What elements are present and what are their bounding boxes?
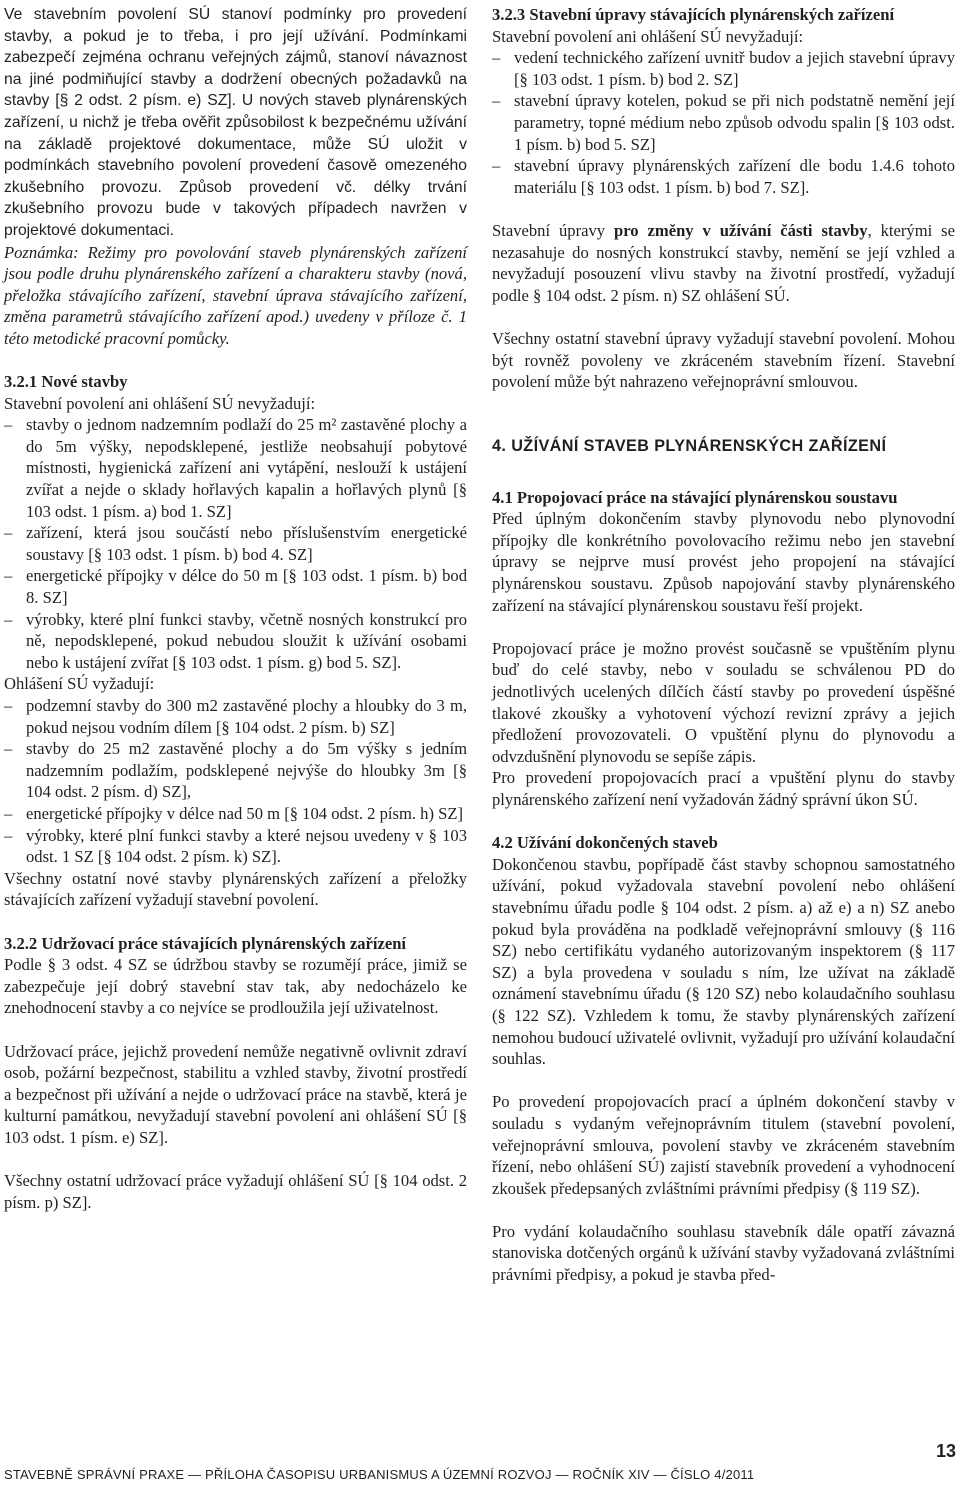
heading-4-1: 4.1 Propojovací práce na stávající plynárenskou soustavu (492, 487, 898, 507)
heading-3-2-3: 3.2.3 Stavební úpravy stávajících plynárenských zařízení (492, 5, 895, 24)
list-item: – podzemní stavby do 300 m2 zastavěné plochy a hloubky do 3 m, pokud nejsou vodním dílem [§ 104 odst. 2 písm. b) SZ] (4, 695, 467, 738)
list-item: – energetické přípojky v délce do 50 m [§ 103 odst. 1 písm. b) bod 8. SZ] (4, 565, 467, 608)
heading-3-2-1-lead: Stavební povolení ani ohlášení SÚ nevyžadují: (4, 393, 316, 413)
list-item: – stavební úpravy plynárenských zařízení dle bodu 1.4.6 tohoto materiálu [§ 103 odst. 1 písm. b) bod 7. SZ]. (492, 155, 955, 198)
heading-4: 4. UŽÍVÁNÍ STAVEB PLYNÁRENSKÝCH ZAŘÍZENÍ (492, 436, 887, 455)
paragraph: Pro provedení propojovacích prací a vpuštění plynu do stavby plynárenského zařízení není vyžadován žádný správní úkon SÚ. (492, 768, 955, 809)
paragraph: Po provedení propojovacích prací a úplném dokončení stavby v souladu s vydaným veřejnoprávním titulem (stavební povolení, veřejnoprávní smlouva, povolení stavby ve zkráceném stavebním řízení, nebo ohlášení SÚ) zajistí stavebník provedení a vyhodnocení zkoušek předepsaných zvláštními právními předpisy (§ 119 SZ). (492, 1092, 955, 1198)
paragraph: Propojovací práce je možno provést současně se vpuštěním plynu buď do celé stavby, nebo v souladu se schválenou PD do jednotlivých ucelených dílčích částí stavby po provedení úspěšné tlakové zkoušky a vyhotovení výchozí revizní zprávy a jejich předložení provozovateli. O vpuštění plynu do plynovodu a odvzdušnění plynovodu se sepíše zápis. (492, 638, 955, 766)
paragraph: Udržovací práce, jejichž provedení nemůže negativně ovlivnit zdraví osob, požární bezpečnost, stabilitu a vzhled stavby, životní prostředí a bezpečnost při užívání a nejde o udržovací práce na stavbě, která je kulturní památkou, nevyžadují stavební povolení ani ohlášení SÚ [§ 103 odst. 1 písm. e) SZ]. (4, 1041, 467, 1147)
right-column (492, 4, 955, 1286)
paragraph: Všechny ostatní stavební úpravy vyžadují stavební povolení. Mohou být rovněž povoleny ve zkráceném stavebním řízení. Stavební povolení může být nahrazeno veřejnoprávní smlouvou. (492, 328, 955, 392)
heading-3-2-1-end: Všechny ostatní nové stavby plynárenských zařízení a přeložky stávajících zařízení vyžadují stavební povolení. (4, 868, 467, 910)
bold-text-run: pro změny v užívání části stavby (614, 220, 868, 240)
list-item: – stavby o jednom nadzemním podlaží do 25 m² zastavěné plochy a do 5m výšky, nepodsklepené, jestliže neobsahují pobytové místnosti, hygienická zařízení ani vytápění, neslouží k ustájení zvířat a nejde o sklady hořlavých kapalin a hořlavých plynů [§ 103 odst. 1 písm. a) bod 1. SZ] (4, 414, 467, 522)
list-item: – stavební úpravy kotelen, pokud se při nich podstatně nemění její parametry, topné médium nebo způsob odvodu spalin [§ 103 odst. 1 písm. b) bod 5. SZ] (492, 90, 955, 155)
heading-4-2: 4.2 Užívání dokončených staveb (492, 833, 718, 853)
list-item: – výrobky, které plní funkci stavby a které nejsou uvedeny v § 103 odst. 1 SZ [§ 104 odst. 2 písm. k) SZ]. (4, 825, 467, 868)
ohlaseni-lead: Ohlášení SÚ vyžadují: (4, 674, 155, 694)
list-item: – zařízení, která jsou součástí nebo příslušenstvím energetické soustavy [§ 103 odst. 1 písm. b) bod 4. SZ] (4, 522, 467, 565)
paragraph: Podle § 3 odst. 4 SZ se údržbou stavby se rozumějí práce, jimiž se zabezpečuje její dobrý stavební stav tak, aby nedocházelo ke znehodnocení stavby a co nejvíce se prodloužila její uživatelnost. (4, 955, 467, 1018)
list-item: – výrobky, které plní funkci stavby, včetně nosných konstrukcí pro ně, nepodsklepené, pokud nebudou sloužit k užívání osobami nebo k ustájení zvířat [§ 103 odst. 1 písm. g) bod 5. SZ]. (4, 609, 467, 674)
paragraph: Pro vydání kolaudačního souhlasu stavebník dále opatří závazná stanoviska dotčených orgánů k užívání stavby vyžadovaná zvláštními právními předpisy, a pokud je stavba před- (492, 1221, 955, 1285)
paragraph: Všechny ostatní udržovací práce vyžadují ohlášení SÚ [§ 104 odst. 2 písm. p) SZ]. (4, 1171, 467, 1212)
page-footer: STAVEBNĚ SPRÁVNÍ PRAXE — PŘÍLOHA ČASOPISU URBANISMUS A ÚZEMNÍ ROZVOJ — ROČNÍK XIV — ČÍSLO 4/2011 (4, 1467, 755, 1482)
list-notification (4, 695, 467, 868)
left-column (4, 4, 467, 1213)
paragraph: Před úplným dokončením stavby plynovodu nebo plynovodní přípojky dle konkrétního povolovacího režimu nebo jen stavební úpravy se nejprve musí provést jeho propojení na stávající plynárenskou soustavu. Způsob napojování stavby plynárenského zařízení na stávající plynárenskou soustavu řeší projekt. (492, 509, 955, 615)
list-item: – energetické přípojky v délce nad 50 m [§ 104 odst. 2 písm. h) SZ] (4, 803, 467, 825)
text-run: , kterými se nezasahuje do nosných konstrukcí stavby, nemění se její vzhled a nevyžadují posouzení vlivu stavby na životní prostředí, vyžadují podle § 104 odst. 2 písm. n) SZ ohlášení SÚ. (492, 220, 955, 305)
list-no-permit-modifications (492, 47, 955, 198)
list-item: – vedení technického zařízení uvnitř budov a jejich stavební úpravy [§ 103 odst. 1 písm. b) bod 2. SZ] (492, 47, 955, 90)
text-run: Stavební úpravy (492, 220, 614, 240)
paragraph (492, 220, 955, 306)
note-paragraph: Poznámka: Režimy pro povolování staveb plynárenských zařízení jsou podle druhu plynárenského zařízení a charakteru stavby (nová, přeložka stávajícího zařízení, stavební úprava stávajícího zařízení, změna parametrů stávajícího zařízení apod.) uvedeny v příloze č. 1 této metodické pracovní pomůcky. (4, 242, 467, 348)
heading-3-2-2: 3.2.2 Udržovací práce stávajících plynárenských zařízení (4, 933, 407, 953)
list-item: – stavby do 25 m2 zastavěné plochy a do 5m výšky s jedním nadzemním podlažím, podsklepené nejvýše do hloubky 3m [§ 104 odst. 2 písm. d) SZ], (4, 738, 467, 803)
page-number: 13 (935, 1441, 956, 1461)
paragraph: Dokončenou stavbu, popřípadě část stavby schopnou samostatného užívání, pokud vyžadovala stavební povolení nebo ohlášení stavebnímu úřadu podle § 104 odst. 2 písm. a) až e) a n) SZ anebo pokud byla prováděna na podkladě veřejnoprávní smlouvy (§ 116 SZ) nebo certifikátu vydaného autorizovaným inspektorem (§ 117 SZ) a byla provedena v souladu s ním, lze užívat na základě oznámení stavebnímu úřadu (§ 120 SZ) nebo kolaudačního souhlasu (§ 122 SZ). Vzhledem k tomu, že stavby plynárenských zařízení nemohou budoucí uživatelé ovlivnit, vyžadují pro užívání kolaudační souhlas. (492, 854, 955, 1069)
list-no-permit (4, 414, 467, 673)
intro-paragraph: Ve stavebním povolení SÚ stanoví podmínky pro provedení stavby, a pokud je to třeba, i pro její užívání. Podmínkami zabezpečí zejména ochranu veřejných zájmů, stanoví návaznost na jiné podmiňující stavby a dodržení obecných požadavků na stavby [§ 2 odst. 2 písm. e) SZ]. U nových staveb plynárenských zařízení, u nichž je třeba ověřit způsobilost k bezpečnému užívání na základě projektové dokumentace, může SÚ uložit v podmínkách stavebního povolení provedení časově omezeného zkušebního provozu. Způsob provedení vč. délky trvání zkušebního provozu bude v takových případech navržen v projektové dokumentaci. (4, 6, 467, 239)
heading-3-2-1: 3.2.1 Nové stavby (4, 372, 128, 392)
heading-3-2-3-lead: Stavební povolení ani ohlášení SÚ nevyžadují: (492, 26, 804, 46)
